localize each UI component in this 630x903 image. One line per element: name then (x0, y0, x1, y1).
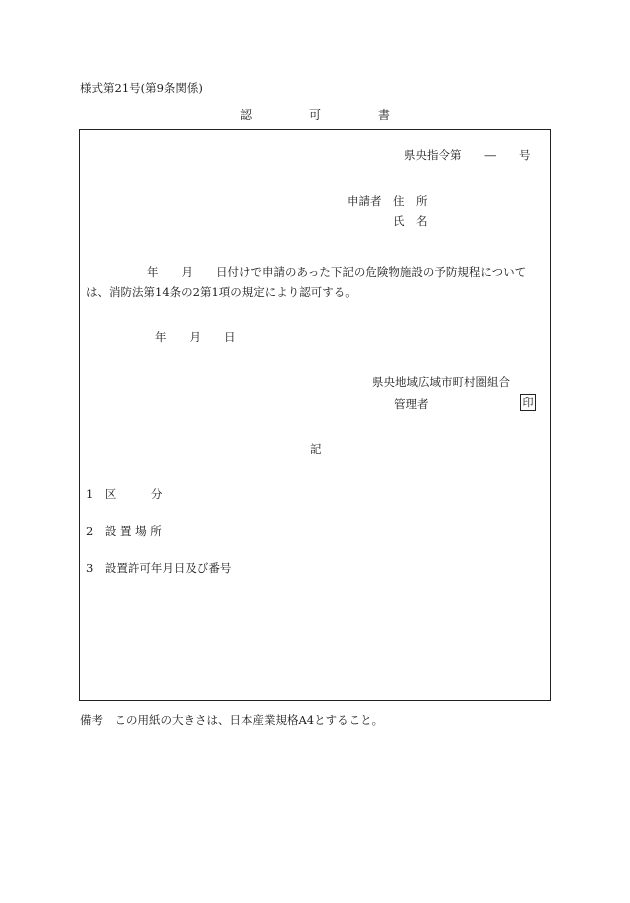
title-char-3: 書 (377, 108, 390, 122)
applicant-label: 申請者 (347, 194, 382, 208)
issuer-organization: 県央地域広域市町村圏組合 (372, 375, 510, 389)
issue-date: 年 月 日 (155, 330, 236, 344)
seal-mark: 印 (520, 394, 536, 411)
item-installation-location: 2 設 置 場 所 (86, 524, 162, 538)
item-permit-date-number: 3 設置許可年月日及び番号 (86, 561, 232, 575)
title-char-1: 認 (240, 108, 253, 122)
name-label: 氏 名 (393, 214, 428, 228)
item-classification: 1 区 分 (86, 487, 163, 501)
document-number: 県央指令第 ― 号 (404, 148, 531, 162)
body-text-line-1: 年 月 日付けで申請のあった下記の危険物施設の予防規程について (147, 265, 527, 279)
address-label: 住 所 (393, 194, 428, 208)
administrator-label: 管理者 (394, 397, 429, 411)
form-number: 様式第21号(第9条関係) (80, 81, 203, 95)
title-char-2: 可 (308, 108, 321, 122)
remark-note: 備考 この用紙の大きさは、日本産業規格A4とすること。 (80, 713, 384, 727)
form-frame (79, 129, 551, 701)
ki-heading: 記 (310, 442, 322, 456)
document-title (240, 106, 390, 123)
body-text-line-2: は、消防法第14条の2第1項の規定により認可する。 (86, 285, 357, 299)
